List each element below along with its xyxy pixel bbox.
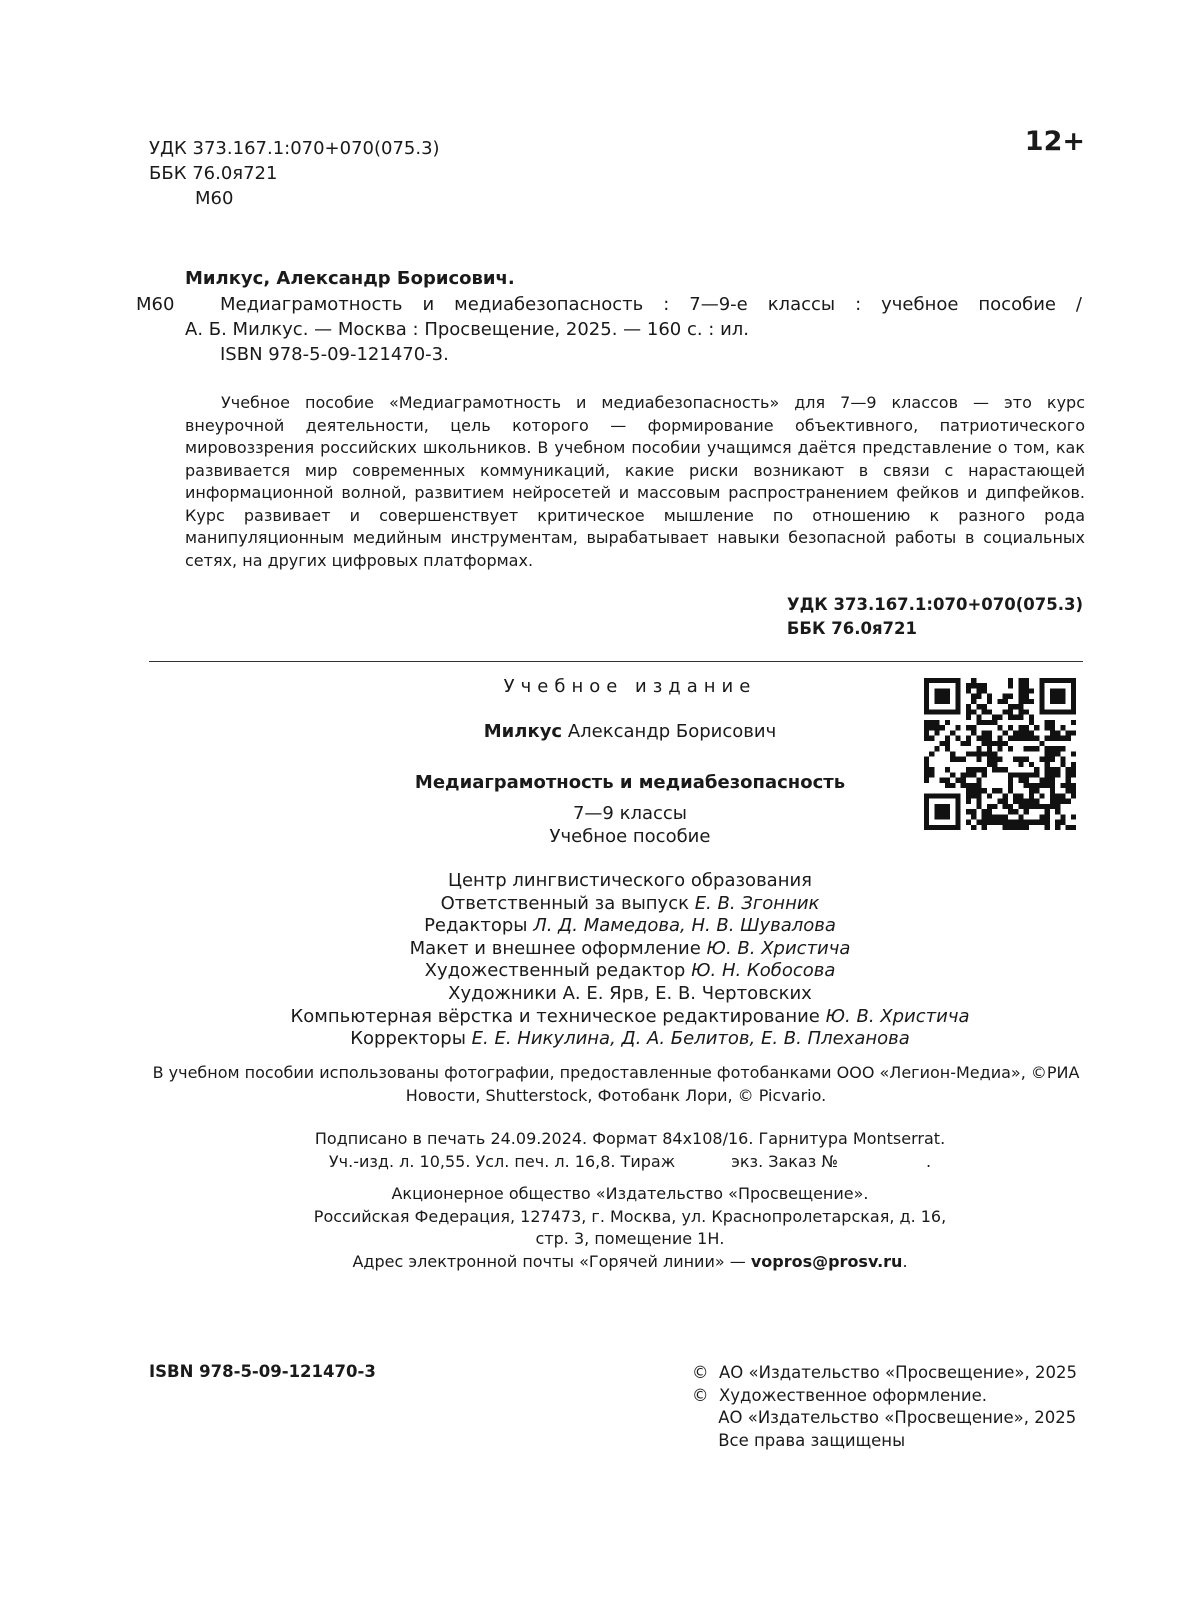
isbn-footer: ISBN 978-5-09-121470-3 xyxy=(149,1362,376,1381)
imprint-type: Учебное пособие xyxy=(549,826,711,847)
credit-names: Ю. Н. Кобосова xyxy=(691,960,836,982)
publisher-line: Акционерное общество «Издательство «Просвещение». xyxy=(391,1184,869,1203)
credit-role: Компьютерная вёрстка и техническое редактирование xyxy=(290,1005,826,1027)
print-line-1: Подписано в печать 24.09.2024. Формат 84x108/16. Гарнитура Montserrat. xyxy=(314,1129,946,1148)
print-line-2 xyxy=(0,1151,1200,1174)
print-order: экз. Заказ № xyxy=(731,1151,838,1171)
copyright-block xyxy=(692,1362,1077,1452)
age-rating: 12+ xyxy=(1024,126,1085,157)
credit-role: Художественный редактор xyxy=(424,960,692,982)
udk-block-card xyxy=(787,593,1083,641)
bbk-code: ББК 76.0я721 xyxy=(149,163,278,184)
author-mark: М60 xyxy=(195,188,234,209)
credit-line xyxy=(0,938,1200,961)
hotline xyxy=(0,1252,1200,1271)
publisher-line: стр. 3, помещение 1Н. xyxy=(535,1229,725,1248)
credit-role: Художники А. Е. Ярв, Е. В. Чертовских xyxy=(448,982,812,1004)
credit-names: Е. В. Згонник xyxy=(694,892,820,914)
imprint-grades: 7—9 классы xyxy=(572,803,688,824)
imprint-author xyxy=(0,721,1200,742)
copyright-line: © АО «Издательство «Просвещение», 2025 xyxy=(692,1363,1077,1382)
hotline-email[interactable]: vopros@prosv.ru xyxy=(750,1252,903,1271)
credit-names: Ю. В. Христича xyxy=(706,937,851,959)
credit-names: Л. Д. Мамедова, Н. В. Шувалова xyxy=(533,915,836,937)
card-abstract: Учебное пособие «Медиаграмотность и медиабезопасность» для 7—9 классов — это курс внеурочной деятельности, цель которого — формирование объективного, патриотического мировоззрения российских школьников. В учебном пособии учащимся даётся представление о том, как развивается мир современных коммуникаций, какие риски возникают в связи с нарастающей информационной волной, развитием нейросетей и массовым распространением фейков и дипфейков. Курс развивает и совершенствует критическое мышление по отношению к разного рода манипуляционным медийным инструментам, вырабатывает навыки безопасной работы в социальных сетях, на других цифровых платформах. xyxy=(185,393,1085,570)
card-udk: УДК 373.167.1:070+070(075.3) xyxy=(786,595,1083,614)
credit-role: Макет и внешнее оформление xyxy=(409,937,707,959)
credit-line xyxy=(0,915,1200,938)
card-title-line: Медиаграмотность и медиабезопасность : 7—9-е классы : учебное пособие / xyxy=(220,294,1082,315)
credits-list xyxy=(0,870,1200,1051)
copyright-line: Все права защищены xyxy=(692,1430,906,1450)
publisher-line: Российская Федерация, 127473, г. Москва, ул. Краснопролетарская, д. 16, xyxy=(313,1206,947,1226)
credit-names: Е. Е. Никулина, Д. А. Белитов, Е. В. Плеханова xyxy=(471,1028,910,1050)
udk-block-top xyxy=(149,136,440,211)
card-bbk: ББК 76.0я721 xyxy=(786,619,917,638)
hotline-label: Адрес электронной почты «Горячей линии» — xyxy=(352,1252,751,1271)
copyright-line: © Художественное оформление. xyxy=(692,1385,988,1405)
credit-line xyxy=(0,960,1200,983)
imprint-author-surname: Милкус xyxy=(483,721,563,742)
credit-role: Редакторы xyxy=(424,915,534,937)
card-isbn-line: ISBN 978-5-09-121470-3. xyxy=(220,344,449,365)
card-author-mark: М60 xyxy=(136,294,175,315)
credit-names: Ю. В. Христича xyxy=(825,1005,970,1027)
card-author: Милкус, Александр Борисович. xyxy=(185,268,515,289)
photo-credits: В учебном пособии использованы фотографии, предоставленные фотобанками ООО «Легион-Медиа», ©РИА Новости, Shutterstock, Фотобанк Лори, © Picvario. xyxy=(152,1063,1080,1105)
credit-line xyxy=(0,1028,1200,1051)
print-end: . xyxy=(926,1151,932,1171)
card-publication-line: А. Б. Милкус. — Москва : Просвещение, 2025. — 160 с. : ил. xyxy=(185,319,749,340)
imprint-author-name: Александр Борисович xyxy=(562,721,777,742)
hotline-end: . xyxy=(902,1252,908,1271)
publisher-info xyxy=(0,1183,1200,1251)
credit-line xyxy=(0,1006,1200,1029)
credit-line xyxy=(0,870,1200,893)
credit-line xyxy=(0,893,1200,916)
imprint-title: Медиаграмотность и медиабезопасность xyxy=(414,772,846,793)
credit-role: Корректоры xyxy=(350,1028,472,1050)
credit-line xyxy=(0,983,1200,1006)
udk-code: УДК 373.167.1:070+070(075.3) xyxy=(149,138,440,159)
divider xyxy=(149,661,1083,662)
credit-role: Центр лингвистического образования xyxy=(447,870,813,891)
print-info xyxy=(0,1128,1200,1173)
edition-label: Учебное издание xyxy=(503,676,757,697)
print-sheets: Уч.-изд. л. 10,55. Усл. печ. л. 16,8. Тираж xyxy=(328,1151,676,1171)
credit-role: Ответственный за выпуск xyxy=(440,892,695,914)
copyright-line: АО «Издательство «Просвещение», 2025 xyxy=(692,1408,1077,1428)
